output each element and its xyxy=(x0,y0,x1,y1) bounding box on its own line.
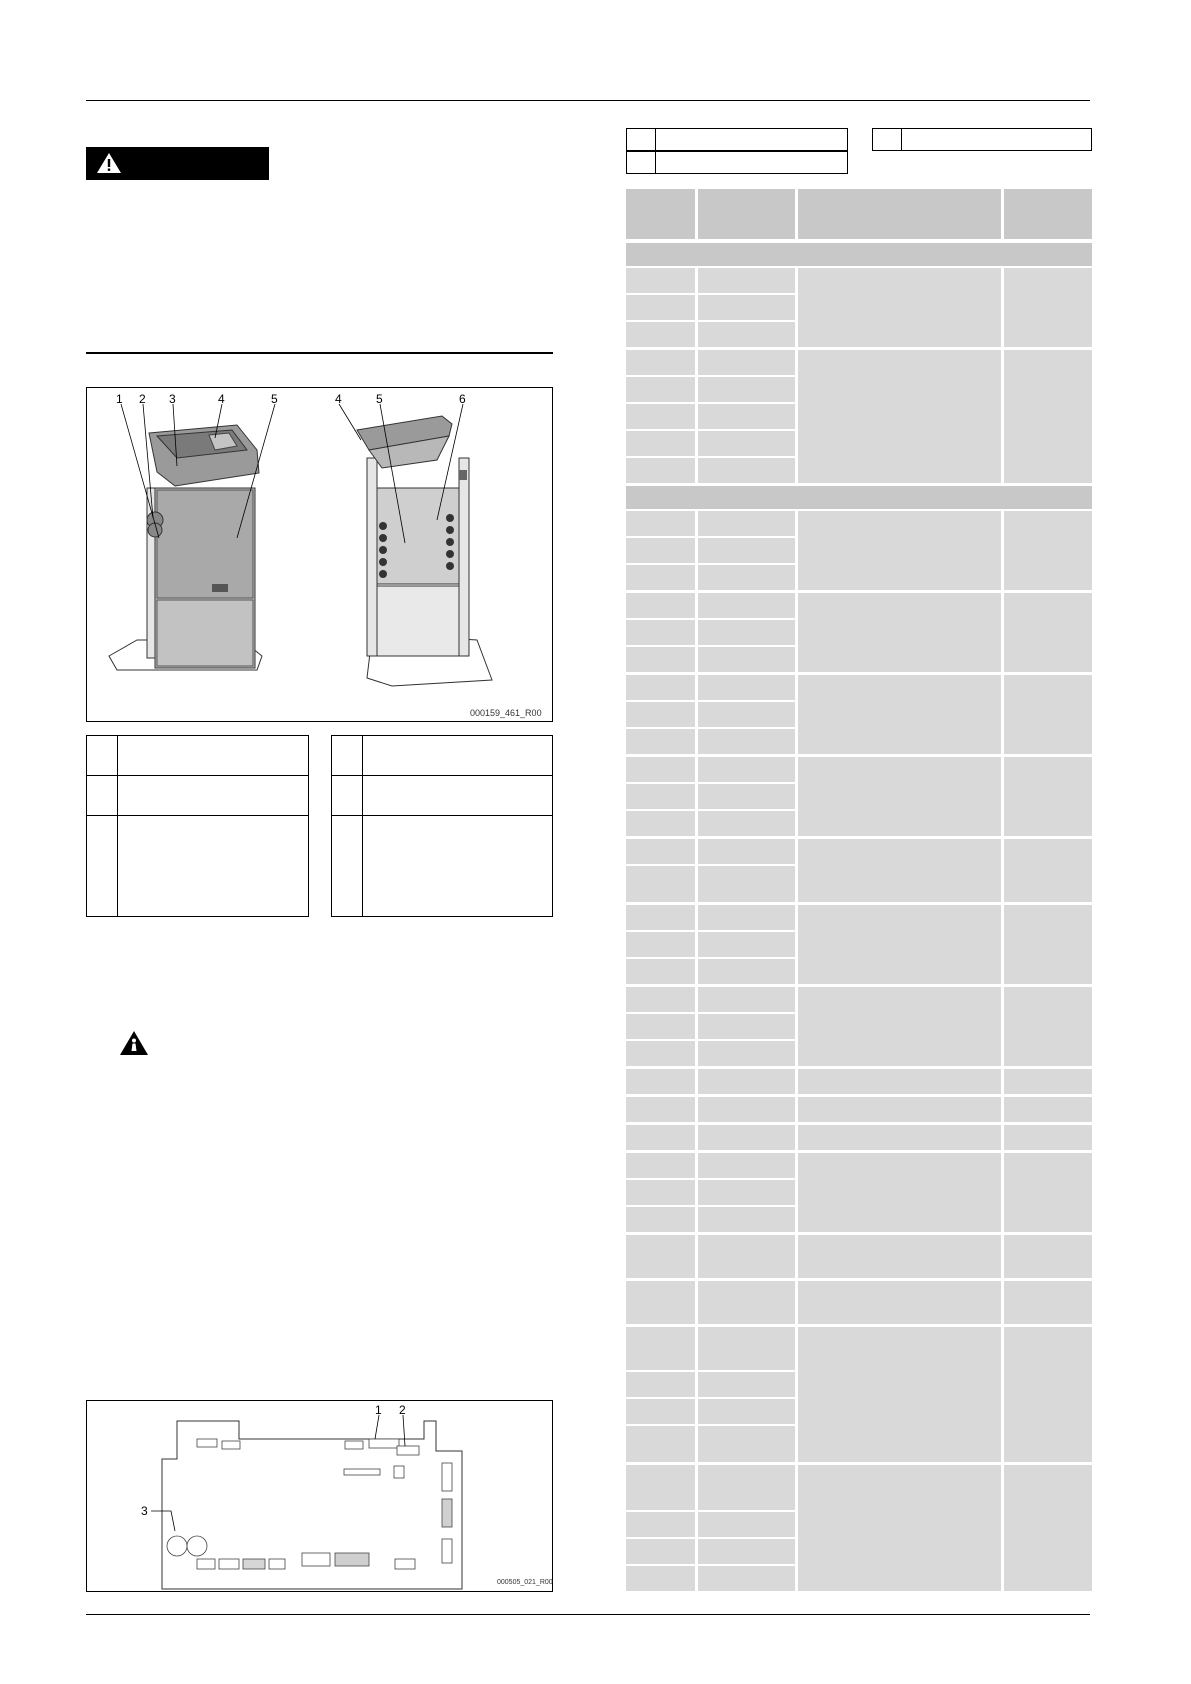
table-cell xyxy=(698,404,795,429)
table-cell xyxy=(698,1235,795,1278)
legend-num-3 xyxy=(86,815,118,917)
callout-2: 2 xyxy=(139,392,146,406)
table-cell xyxy=(626,1281,695,1324)
table-cell-merged xyxy=(1004,675,1092,754)
table-cell xyxy=(698,1372,795,1397)
table-cell xyxy=(626,647,695,672)
right-legend-num-3 xyxy=(872,128,902,151)
table-cell xyxy=(626,987,695,1012)
table-cell xyxy=(626,1465,695,1510)
table-cell xyxy=(698,538,795,563)
table-cell-merged xyxy=(1004,1125,1092,1150)
right-legend-text-2 xyxy=(655,151,848,174)
table-cell xyxy=(698,593,795,618)
table-cell-merged xyxy=(1004,1097,1092,1122)
table-cell xyxy=(626,350,695,375)
table-cell xyxy=(626,784,695,809)
legend-text-3 xyxy=(117,815,309,917)
table-cell xyxy=(626,1180,695,1205)
table-cell xyxy=(626,511,695,536)
table-cell xyxy=(698,647,795,672)
table-cell-merged xyxy=(1004,1153,1092,1232)
figure-code: 000505_021_R00 xyxy=(497,1579,553,1586)
table-cell xyxy=(626,593,695,618)
table-cell-merged xyxy=(798,268,1001,347)
table-cell-merged xyxy=(798,1281,1001,1324)
header-rule xyxy=(86,100,1090,101)
table-cell xyxy=(626,675,695,700)
table-cell xyxy=(626,757,695,782)
closed-unit-drawing xyxy=(109,425,262,670)
table-cell xyxy=(698,1153,795,1178)
callout-4: 4 xyxy=(218,392,225,406)
table-cell xyxy=(626,1014,695,1039)
table-cell-merged xyxy=(1004,511,1092,590)
legend-num-1 xyxy=(86,735,118,776)
table-cell xyxy=(626,729,695,754)
table-cell xyxy=(698,295,795,320)
footer-rule xyxy=(86,1614,1090,1615)
table-section-bar xyxy=(626,486,1092,509)
table-cell xyxy=(698,458,795,483)
table-cell xyxy=(698,1207,795,1232)
table-cell-merged xyxy=(1004,1465,1092,1591)
table-cell xyxy=(698,784,795,809)
table-cell xyxy=(698,1180,795,1205)
table-cell xyxy=(626,620,695,645)
table-cell-merged xyxy=(798,593,1001,672)
section-divider xyxy=(86,352,553,354)
table-cell-merged xyxy=(1004,1235,1092,1278)
right-legend-text-1 xyxy=(655,128,848,151)
table-cell xyxy=(626,1426,695,1462)
callout-1: 1 xyxy=(116,392,123,406)
table-cell xyxy=(626,404,695,429)
table-cell xyxy=(698,1399,795,1424)
figure-unit-overview xyxy=(86,387,553,722)
legend-num-4 xyxy=(331,735,363,776)
table-cell-merged xyxy=(1004,757,1092,836)
table-cell xyxy=(698,1097,795,1122)
legend-text-2 xyxy=(117,775,309,816)
table-cell xyxy=(626,1327,695,1370)
table-cell xyxy=(626,565,695,590)
table-cell xyxy=(698,932,795,957)
table-cell xyxy=(698,350,795,375)
table-cell xyxy=(698,1069,795,1094)
table-cell-merged xyxy=(1004,1327,1092,1462)
legend-num-5 xyxy=(331,775,363,816)
table-cell xyxy=(698,1014,795,1039)
table-cell xyxy=(698,1327,795,1370)
table-cell xyxy=(698,322,795,347)
callout-3: 3 xyxy=(169,392,176,406)
table-cell-merged xyxy=(798,1235,1001,1278)
table-cell xyxy=(626,458,695,483)
table-cell xyxy=(626,1372,695,1397)
warning-icon xyxy=(96,152,122,174)
table-cell-merged xyxy=(798,905,1001,984)
table-cell xyxy=(698,1426,795,1462)
table-cell xyxy=(698,811,795,836)
table-cell xyxy=(698,1281,795,1324)
legend-text-4 xyxy=(362,735,553,776)
circuit-board-drawing xyxy=(87,1401,552,1591)
table-cell-merged xyxy=(1004,839,1092,902)
table-header-cell xyxy=(798,189,1001,239)
table-cell-merged xyxy=(1004,905,1092,984)
table-cell xyxy=(698,702,795,727)
right-legend-num-1 xyxy=(626,128,656,151)
table-cell xyxy=(698,620,795,645)
table-cell xyxy=(626,268,695,293)
table-cell xyxy=(626,905,695,930)
table-cell xyxy=(626,295,695,320)
table-cell-merged xyxy=(1004,350,1092,483)
legend-num-6 xyxy=(331,815,363,917)
legend-text-1 xyxy=(117,735,309,776)
table-header-cell xyxy=(1004,189,1092,239)
table-cell-merged xyxy=(798,1153,1001,1232)
table-cell xyxy=(698,839,795,864)
table-cell xyxy=(698,431,795,456)
table-cell-merged xyxy=(1004,987,1092,1066)
table-cell xyxy=(626,866,695,902)
table-cell xyxy=(698,866,795,902)
table-cell xyxy=(698,959,795,984)
table-cell xyxy=(698,675,795,700)
table-cell xyxy=(626,1041,695,1066)
table-cell-merged xyxy=(798,1465,1001,1591)
table-cell xyxy=(626,1399,695,1424)
table-cell-merged xyxy=(1004,593,1092,672)
table-cell-merged xyxy=(798,675,1001,754)
table-header-cell xyxy=(698,189,795,239)
table-cell xyxy=(626,431,695,456)
table-cell xyxy=(626,1539,695,1564)
table-cell-merged xyxy=(798,1327,1001,1462)
table-cell-merged xyxy=(1004,268,1092,347)
table-cell-merged xyxy=(798,1069,1001,1094)
figure-code: 000159_461_R00 xyxy=(470,708,542,718)
table-cell xyxy=(626,538,695,563)
table-cell xyxy=(698,1539,795,1564)
callout-4-right: 4 xyxy=(335,392,342,406)
table-cell xyxy=(626,702,695,727)
warning-banner xyxy=(86,147,269,180)
table-cell xyxy=(698,757,795,782)
callout-5: 5 xyxy=(271,392,278,406)
table-cell xyxy=(626,377,695,402)
open-unit-drawing xyxy=(357,416,492,686)
table-cell xyxy=(698,1125,795,1150)
table-cell xyxy=(626,1207,695,1232)
unit-illustration xyxy=(87,388,552,721)
legend-text-5 xyxy=(362,775,553,816)
callout-5-right: 5 xyxy=(376,392,383,406)
table-cell xyxy=(626,322,695,347)
right-legend-num-2 xyxy=(626,151,656,174)
table-cell-merged xyxy=(798,757,1001,836)
table-cell xyxy=(626,811,695,836)
board-callout-2: 2 xyxy=(399,1403,406,1417)
table-cell xyxy=(626,1125,695,1150)
table-cell xyxy=(626,1512,695,1537)
table-cell xyxy=(626,1069,695,1094)
table-cell-merged xyxy=(798,839,1001,902)
table-cell xyxy=(698,987,795,1012)
table-cell-merged xyxy=(1004,1281,1092,1324)
table-cell xyxy=(698,1566,795,1591)
legend-num-2 xyxy=(86,775,118,816)
board-callout-1: 1 xyxy=(375,1403,382,1417)
table-cell-merged xyxy=(798,350,1001,483)
table-cell xyxy=(698,1041,795,1066)
caution-icon xyxy=(119,1030,149,1056)
table-cell xyxy=(698,565,795,590)
table-cell xyxy=(698,905,795,930)
table-cell xyxy=(698,377,795,402)
right-legend-text-3 xyxy=(901,128,1092,151)
table-cell xyxy=(626,839,695,864)
table-section-bar xyxy=(626,243,1092,266)
table-cell xyxy=(626,1097,695,1122)
table-cell xyxy=(626,1235,695,1278)
table-cell xyxy=(626,1566,695,1591)
board-callout-3: 3 xyxy=(141,1504,148,1518)
table-cell-merged xyxy=(1004,1069,1092,1094)
table-cell xyxy=(698,268,795,293)
legend-text-6 xyxy=(362,815,553,917)
callout-6: 6 xyxy=(459,392,466,406)
table-cell-merged xyxy=(798,987,1001,1066)
table-cell xyxy=(698,511,795,536)
table-cell xyxy=(626,959,695,984)
table-cell xyxy=(698,729,795,754)
table-cell xyxy=(698,1465,795,1510)
table-header-cell xyxy=(626,189,695,239)
table-cell-merged xyxy=(798,1097,1001,1122)
table-cell xyxy=(626,932,695,957)
table-cell-merged xyxy=(798,511,1001,590)
table-cell-merged xyxy=(798,1125,1001,1150)
figure-circuit-board xyxy=(86,1400,553,1592)
table-cell xyxy=(698,1512,795,1537)
table-cell xyxy=(626,1153,695,1178)
